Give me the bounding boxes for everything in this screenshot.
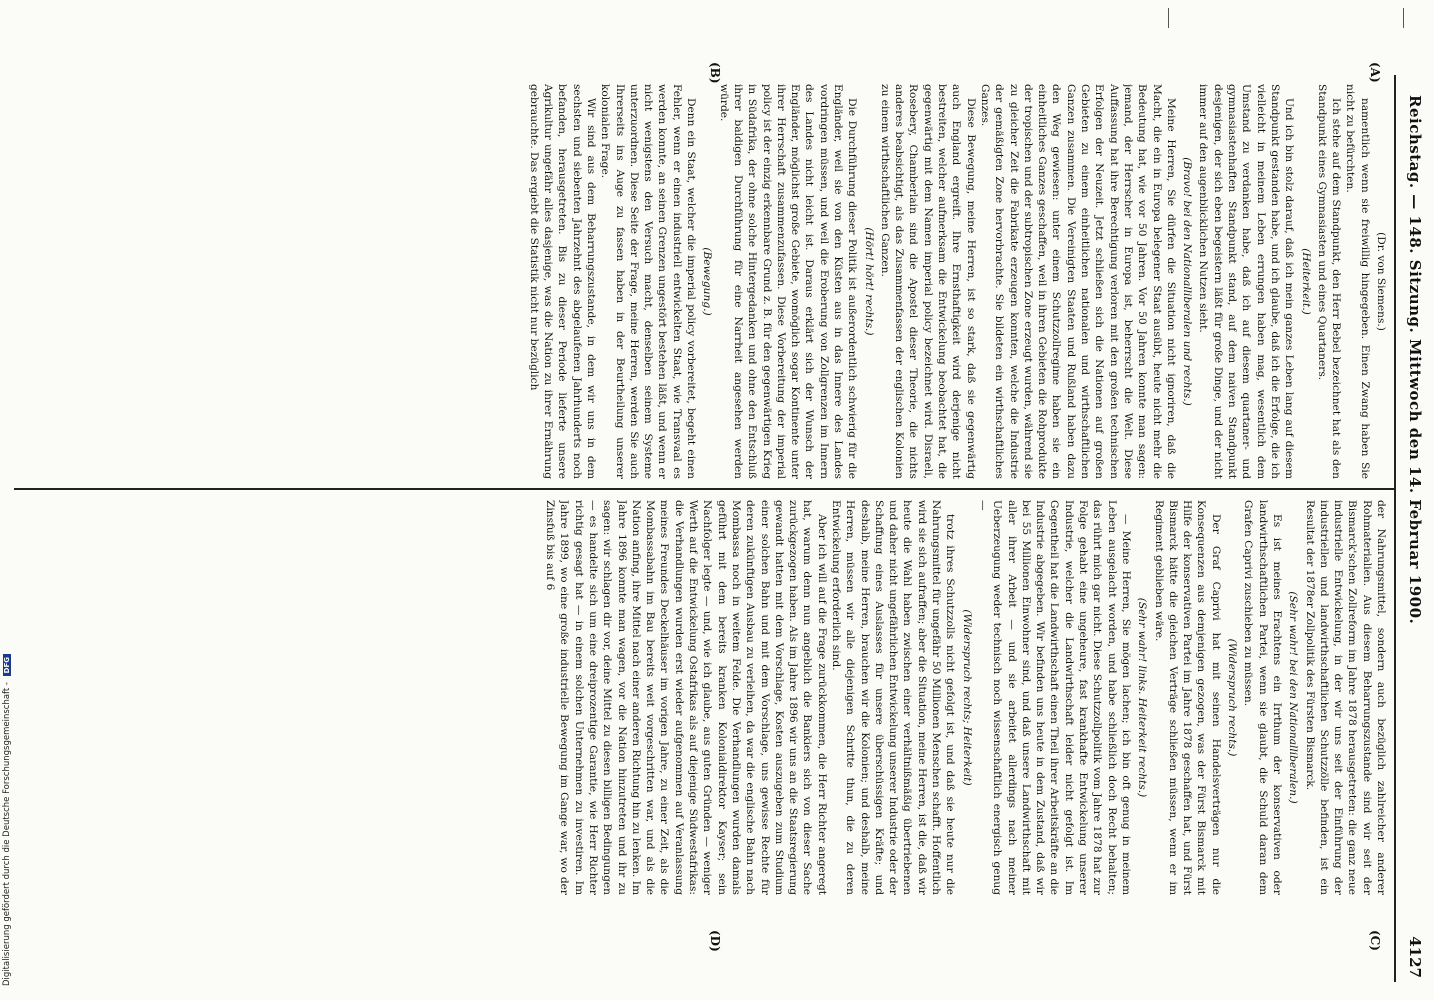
interjection-remark: (Bravo! bei den Nationalliberalen und rechts.): [1181, 157, 1194, 406]
page-number: 4127: [1406, 936, 1424, 978]
interjection-remark: (Widerspruch rechts.): [1226, 638, 1239, 757]
column-divider: [14, 488, 1394, 490]
speech-paragraph: Es ist meines Erachtens ein Irrthum der konservativen oder landwirthschaftlichen Partei, wenn sie glaubt, die Schuld daran dem Grafen Caprivi zuschieben zu müssen.: [1242, 500, 1283, 895]
interjection-remark: (Bewegung.): [701, 247, 714, 316]
speech-paragraph: Die Durchführung dieser Politik ist außerordentlich schwierig für die Engländer, weil sie von den Küsten aus in das Innere des Landes vordringen müssen, und weil die Eroberung von Zollgrenzen im Innern des Landes nicht leicht ist. Daraus erklärt sich der Wunsch der Engländer, möglichst große Gebiete, womöglich sogar Kontinente unter ihrer Herrschaft zusammenzufassen. Diese Vorbereitung der imperial policy ist der einzig erkennbare Grund z. B. für den gegenwärtigen Krieg in Südafrika, der ohne solche Hintergedanken und ohne den Entschluß ihrer baldigen Durchführung für eine Narrheit angesehen werden würde.: [717, 84, 859, 479]
dfg-logo: DFG: [3, 654, 11, 676]
interjection-remark: (Sehr wahr! links. Heiterkeit rechts.): [1136, 597, 1149, 798]
margin-marker-d: (D): [708, 930, 722, 952]
left-paragraph-list: [526, 84, 1371, 479]
scan-margin-tick: [1168, 8, 1169, 28]
speech-paragraph: Meine Herren, Sie dürfen die Situation nicht ignoriren, daß die Macht, die ein in Europa belegener Staat ausübt, heute nicht mehr die Bedeutung hat, wie vor 50 Jahren. Vor 50 Jahren konnte man sagen: jemand, der Herrscher in Europa ist, beherrscht die Welt. Diese Auffassung hat ihre Berechtigung verloren mit den großen technischen Erfolgen der Neuzeit. Jetzt schließen sich die Nationen auf großen Gebieten zu einem einheitlichen nationalen und wirthschaftlichen Ganzen zusammen. Die Vereinigten Staaten und Rußland haben dazu den Weg gewiesen: unter einem Schutzzollregime haben sie ein einheitliches Ganzes geschaffen, weil in ihren Gebieten die Rohprodukte der tropischen und der subtropischen Zone erzeugt wurden, während sie zu gleicher Zeit die Fabrikate erzeugen konnten, welche die Industrie der gemäßigten Zone hervorbrachte. Sie bildeten ein wirthschaftliches Ganzes.: [978, 84, 1177, 479]
speech-paragraph: Denn ein Staat, welcher die imperial policy vorbereitet, begeht einen Fehler, wenn er einen industriell entwickelten Staat, wie Transvaal es werden konnte, an seinen Grenzen ungestört bestehen läßt, und wenn er nicht wenigstens den Versuch macht, denselben seinem Systeme unterzuordnen. Diese Seite der Frage, meine Herren, werden Sie auch Ihrerseits ins Auge zu fassen haben in der Beurtheilung unserer kolonialen Frage.: [599, 84, 698, 479]
speech-paragraph: Und ich bin stolz darauf, daß ich mein ganzes Leben lang auf diesem Standpunkt gestanden habe, und ich glaube, daß ich die Erfolge, die ich vielleicht in meinem Leben errungen haben mag, wesentlich dem Umstand zu verdanken habe, daß ich auf diesem quartaner- und gymnasiastenhaften Standpunkt stand, auf dem naiven Standpunkt desjenigen, der sich eben begeistern läßt für große Dinge, und der nicht immer auf den augenblicklichen Nutzen sieht.: [1197, 84, 1296, 479]
interjection-remark: (Sehr wahr! bei den Nationalliberalen.): [1287, 591, 1300, 804]
interjection-remark: (Widerspruch rechts; Heiterkeit): [960, 609, 973, 786]
speech-paragraph: Diese Bewegung, meine Herren, ist so stark, daß sie gegenwärtig auch England ergreift. Ihre Ernsthaftigkeit wird derjenige nicht bestreiten, welcher aufmerksam die Entwickelung beobachtet hat, die gegenwärtig mit dem Namen imperial policy bezeichnet wird. Disraeli, Rosebery, Chamberlain sind die Apostel dieser Theorie, die nichts anderes beabsichtigt, als das Zusammenfassen der englischen Kolonien zu einem wirthschaftlichen Ganzen.: [878, 84, 977, 479]
digitization-note-text: Digitalisierung gefördert durch die Deutsche Forschungsgemeinschaft -: [2, 682, 12, 986]
speech-paragraph: trotz ihres Schutzzolls nicht gefolgt ist, und daß sie heute nur die Nahrungsmittel für ungefähr 50 Millionen Menschen schafft. Hoffentlich wird sie sich aufraffen; aber die Situation, meine Herren, ist die, daß wir heute die Wahl haben zwischen einer verhältnißmäßig übertriebenen und daher nicht ungefährlichen Entwickelung unserer Industrie oder der Schaffung eines Auslasses für unsere überschüssigen Kräfte; und deshalb, meine Herren, brauchen wir die Kolonien; und deshalb, meine Herren, müssen wir alle diejenigen Schritte thun, die zu deren Entwickelung erforderlich sind.: [830, 500, 957, 895]
speech-paragraph: Ich stehe auf dem Standpunkt, den Herr Bebel bezeichnet hat als den Standpunkt eines Gymnasiasten und eines Quartaners.: [1315, 84, 1343, 479]
margin-marker-c: (C): [1368, 930, 1382, 951]
scan-margin-tick: [1403, 8, 1404, 28]
speech-paragraph: der Nahrungsmittel, sondern auch bezüglich zahlreicher anderer Rohmaterialien. Aus diesem Beharrungszustande sind wir seit der Bismarck'schen Zollreform im Jahre 1878 herausgetreten: die ganz neue industrielle Entwickelung, in der wir uns seit der Einführung der industriellen und landwirthschaftlichen Schutzzölle befinden, ist ein Resultat der 1878er Zollpolitik des Fürsten Bismarck.: [1303, 500, 1387, 895]
margin-marker-b: (B): [708, 62, 722, 84]
margin-marker-a: (A): [1368, 62, 1382, 83]
page-header-title: Reichstag. — 148. Sitzung. Mittwoch den 14. Februar 1900.: [1406, 95, 1424, 625]
interjection-remark: (Heiterkeit.): [1299, 248, 1312, 315]
speech-paragraph: — Meine Herren, Sie mögen lachen; ich bin oft genug in meinem Leben ausgelacht worden, und habe schließlich doch Recht behalten; das rührt mich gar nicht. Diese Schutzzollpolitik vom Jahre 1878 hat zur Folge gehabt eine ungeheure, fast krankhafte Entwickelung unserer Industrie, welcher die Landwirthschaft leider nicht gefolgt ist. Im Gegentheil hat die Landwirthschaft einen Theil ihrer Arbeitskräfte an die Industrie abgegeben. Wir befinden uns heute in dem Zustand, daß wir bei 55 Millionen Einwohner sind, und daß unsere Landwirthschaft mit aller ihrer Arbeit — und sie arbeitet allerdings nach meiner Ueberzeugung weder technisch noch wissenschaftlich energisch genug —: [976, 500, 1132, 895]
right-text-column: [10, 500, 1388, 895]
speech-paragraph: namentlich wenn sie freiwillig hingegeben. Einen Zwang haben Sie nicht zu befürchten.: [1344, 84, 1371, 479]
interjection-remark: (Hört! hört! rechts.): [862, 227, 875, 336]
digitization-note: [2, 654, 12, 986]
speech-paragraph: Aber ich will auf die Frage zurückkommen, die Herr Richter angeregt hat, warum denn nun angeblich die Bankiers sich von dieser Sache zurückgezogen haben. Als im Jahre 1896 wir uns an die Staatsregierung gewandt hatten mit dem Vorschlage, Kosten auszugeben zum Studium einer solchen Bahn und mit dem Vorschlage, uns gewisse Rechte für deren zukünftigen Ausbau zu verleihen, da war die englische Bahn nach Mombassa noch in weitem Felde. Die Verhandlungen wurden damals geführt mit dem bereits kranken Kolonialdirektor Kayser; sein Nachfolger legte — und, wie ich glaube, aus guten Gründen — weniger Werth auf die Entwickelung Ostafrikas als auf diejenige Südwestafrikas: die Verhandlungen wurden erst wieder aufgenommen auf Veranlassung meines Freundes Deckelhäuser im vorigen Jahre, zu einer Zeit, als die Mombassabahn im Bau bereits weit vorgeschritten war, und als die Nation anfing, ihre Mittel nach einer anderen Richtung hin zu lenken. Im Jahre 1896 konnte man wagen, vor die Nation hinzutreten und ihr zu sagen: wir schlagen dir vor, deine Mittel zu diesen billigen Bedingungen — es handelte sich um eine dreiprozentige Garantie, wie Herr Richter richtig gesagt hat — in einem solchen Unternehmen zu investiren. Im Jahre 1899, wo eine große industrielle Bewegung im Gange war, wo der Zinsfuß bis auf 6: [544, 500, 828, 895]
speech-paragraph: Der Graf Caprivi hat mit seinen Handelsverträgen nur die Konsequenzen aus demjenigen gezogen, was der Fürst Bismarck mit Hilfe der konservativen Partei im Jahre 1878 geschaffen hat, und Fürst Bismarck hätte die gleichen Verträge schließen müssen, wenn er im Regiment geblieben wäre.: [1152, 500, 1222, 895]
header-rule: [1394, 75, 1396, 982]
right-paragraph-list: [543, 500, 1388, 895]
speech-paragraph: Wir sind aus dem Beharrungszustande, in dem wir uns in dem sechsten und siebenten Jahrzehnt des abgelaufenen Jahrhunderts noch befanden, herausgetreten. Bis zu dieser Periode lieferte unsere Agrikultur ungefähr alles dasjenige, was die Nation zu ihrer Ernährung gebrauchte. Das ergiebt die Statistik nicht nur bezüglich: [527, 84, 597, 479]
speaker-label: (Dr. von Siemens.): [1375, 232, 1387, 331]
left-text-column: [10, 84, 1388, 479]
